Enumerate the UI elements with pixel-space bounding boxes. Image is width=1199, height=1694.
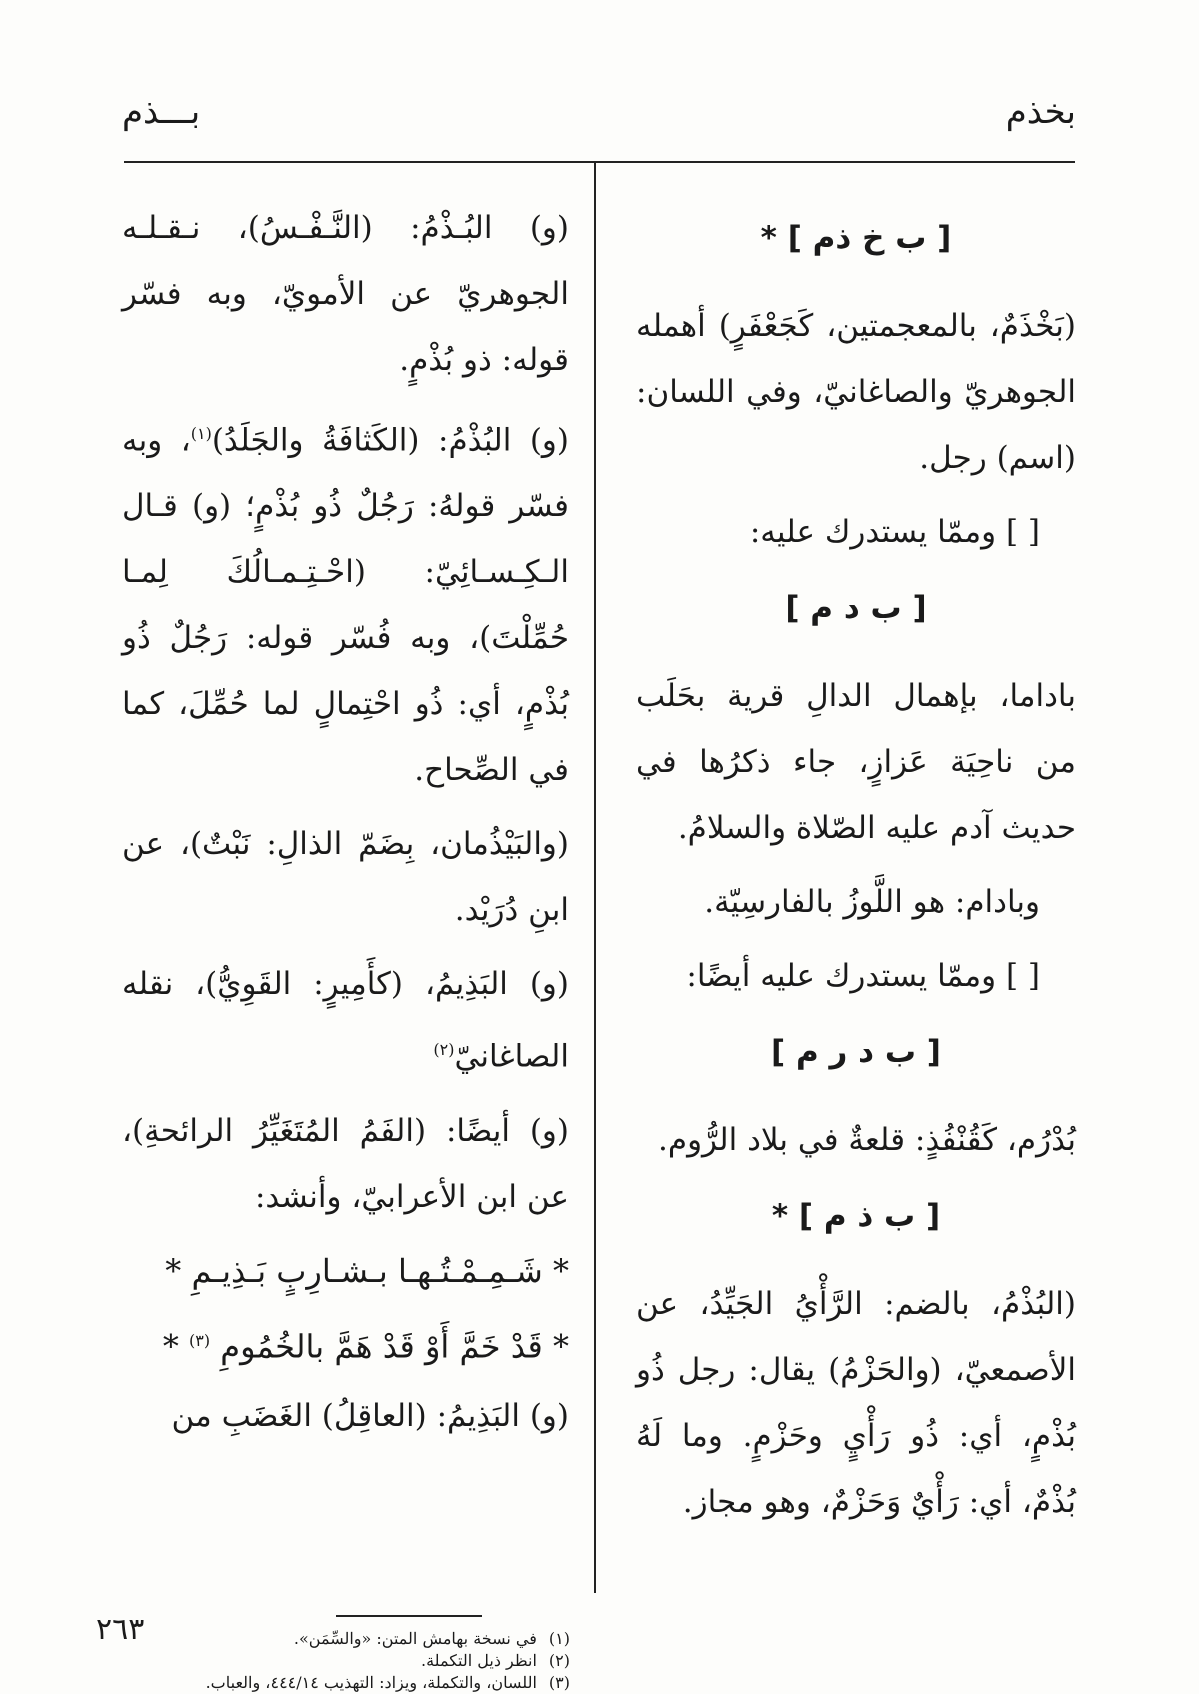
column-divider bbox=[594, 163, 596, 1593]
addendum-note: [ ] وممّا يستدرك عليه: bbox=[749, 514, 1040, 550]
entry-text-badam: وبادام: هو اللَّوزُ بالفارسِيّة. bbox=[704, 884, 1040, 920]
entry-text-bdhm: (البُذْمُ، بالضم: الرَّأْيُ الجَيِّدُ، عن الأصمعيّ، (والحَزْمُ) يقال: رجل ذُو بُذْمٍ، أي: ذُو رَأْيٍ وحَزْمٍ. وما لَهُ بُذْمٌ، أي: رَأْيٌ وَحَزْمٌ، وهو مجاز. bbox=[636, 1286, 1076, 1520]
entry-star: * bbox=[771, 1198, 789, 1234]
verse-line-2: * قَدْ خَمَّ أَوْ قَدْ هَمَّ بالخُمُومِ $^{(٣)}$ * bbox=[162, 1327, 569, 1366]
footnotes bbox=[130, 1628, 570, 1694]
entry-heading-bdm: [ ب د م ] bbox=[785, 590, 927, 626]
paragraph-aqil: (و) البَذِيمُ: (العاقِلُ) الغَضَبِ من bbox=[171, 1398, 569, 1435]
addendum-note-2: [ ] وممّا يستدرك عليه أيضًا: bbox=[686, 958, 1040, 994]
entry-text-bkhdhm: (بَخْذَمٌ، بالمعجمتين، كَجَعْفَرٍ) أهمله الجوهريّ والصاغانيّ، وفي اللسان: (اسم) رجل. bbox=[636, 308, 1076, 476]
paragraph-fam: (و) أيضًا: (الفَمُ المُتَغَيِّرُ الرائحةِ)، عن ابن الأعرابيّ، وأنشد: bbox=[122, 1112, 569, 1215]
entry-star: * bbox=[760, 220, 777, 256]
paragraph-badhim: (و) البَذِيمُ، (كأَمِيرٍ: القَوِيُّ)، نقله الصاغانيّ$^{(٢)}$ bbox=[122, 966, 569, 1075]
footnote-ref-3: (٣) bbox=[189, 1330, 211, 1350]
footnote-rule bbox=[336, 1615, 482, 1617]
entry-text-bdrm: بُدْرُم، كَقُنْفُذٍ: قلعةٌ في بلاد الرُّوم. bbox=[658, 1122, 1076, 1158]
verse-line-1: * شَـمِـمْـتُـهـا بـشـارِبٍ بَـذِيـمِ * bbox=[165, 1251, 569, 1290]
paragraph-nafs: (و) البُـذْمُ: (النَّـفْـسُ)، نـقـلـه الجوهريّ عن الأمويّ، وبه فسّر قوله: ذو بُذْمٍ. bbox=[122, 210, 569, 378]
entry-heading-bdrm: [ ب د ر م ] bbox=[771, 1034, 941, 1070]
header-rule bbox=[124, 161, 1075, 163]
footnote-ref-2: (٢) bbox=[433, 1040, 455, 1060]
footnote-ref-1: (١) bbox=[190, 424, 212, 443]
footnote-3: (٣) اللسان، والتكملة، ويزاد: التهذيب ٤٤٤/١٤، والعباب. bbox=[205, 1673, 570, 1692]
footnote-2: (٢) انظر ذيل التكملة. bbox=[420, 1651, 570, 1670]
paragraph-kathafa: (و) البُذْمُ: (الكَثافَةُ والجَلَدُ)$^{(١)}$، وبه فسّر قولهُ: رَجُلٌ ذُو بُذْمٍ؛ (و) قـال الـكِـسـائِيّ: (احْـتِـمـالُكَ لِمـا حُمِّلْتَ)، وبه فُسّر قوله: رَجُلٌ ذُو بُذْمٍ، أي: ذُو احْتِمالٍ لما حُمِّلَ، كما في الصِّحاح. bbox=[122, 422, 569, 789]
page-number: ٢٦٣ bbox=[96, 1612, 145, 1647]
entry-text-bdm: باداما، بإهمال الدالِ قرية بحَلَب من ناحِيَة عَزازٍ، جاء ذكرُها في حديث آدم عليه الصّلاة والسلامُ. bbox=[636, 678, 1076, 846]
left-column bbox=[122, 195, 569, 1457]
entry-heading-bkhdhm: [ ب خ ذم ] * bbox=[760, 220, 952, 256]
running-head-left: بـــذم bbox=[122, 92, 201, 132]
entry-heading-bdhm: [ ب ذ م ] * bbox=[771, 1198, 941, 1234]
running-head-right: بخذم bbox=[1005, 92, 1076, 132]
footnote-1: (١) في نسخة بهامش المتن: «والسِّمَن». bbox=[293, 1629, 570, 1648]
right-column bbox=[636, 195, 1076, 1543]
paragraph-baydhuman: (والبَيْذُمان، بِضَمّ الذالِ: نَبْتٌ)، عن ابنِ دُرَيْد. bbox=[122, 826, 569, 929]
